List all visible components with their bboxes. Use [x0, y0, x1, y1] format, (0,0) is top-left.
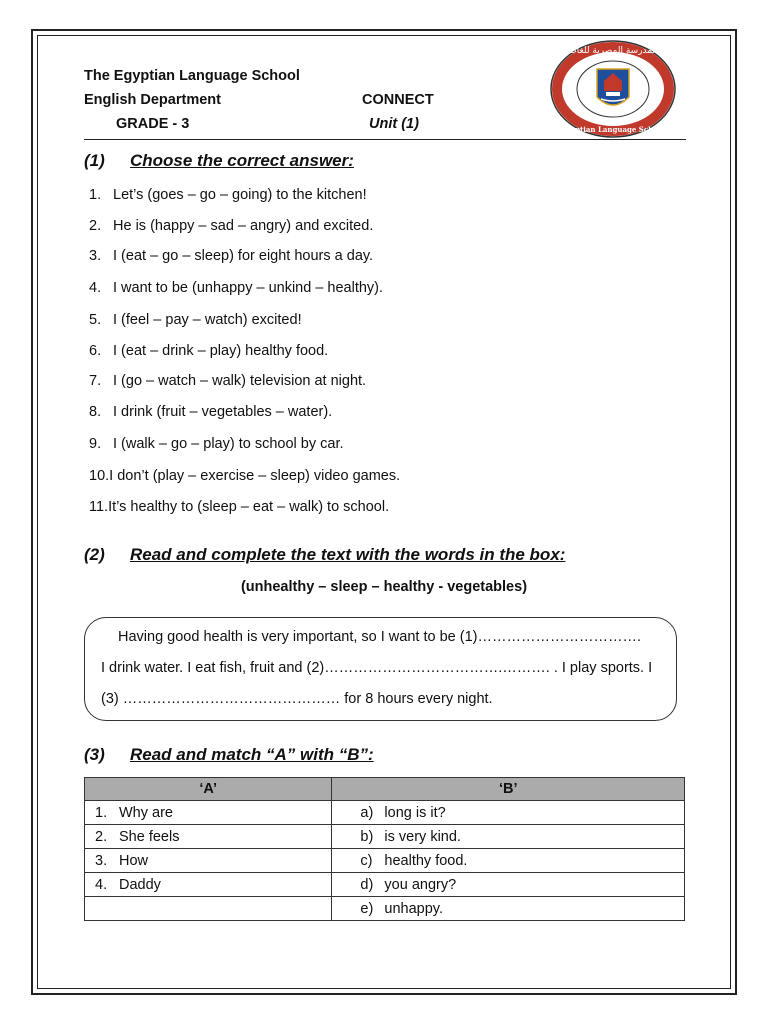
question-text: I drink (fruit – vegetables – water).: [113, 404, 333, 420]
table-row: [85, 849, 685, 873]
completion-line-3: (3) ……………………………………… for 8 hours every night.: [101, 691, 493, 707]
question-text: Let’s (goes – go – going) to the kitchen!: [113, 187, 367, 203]
question-number: 7.: [89, 373, 102, 389]
question-2: [89, 218, 373, 234]
logo-english-text: Egyptian Language School: [560, 125, 666, 134]
item-letter: d): [360, 876, 374, 893]
logo-arabic-text: المدرسة المصرية للغات: [568, 46, 658, 56]
section-2-heading: [84, 545, 565, 565]
column-b-cell: [332, 849, 685, 873]
question-9: [89, 436, 344, 452]
question-number: 1.: [89, 187, 102, 203]
item-number: 1.: [95, 804, 108, 821]
question-number: 2.: [89, 218, 102, 234]
item-text: unhappy.: [384, 900, 443, 917]
item-text: healthy food.: [384, 852, 468, 869]
question-number: 9.: [89, 436, 102, 452]
column-b-cell: [332, 897, 685, 921]
question-number: 11.: [89, 499, 109, 515]
column-b-cell: [332, 801, 685, 825]
question-number: 8.: [89, 404, 102, 420]
question-number: 3.: [89, 248, 102, 264]
question-10: [89, 468, 400, 484]
item-text: She feels: [119, 828, 180, 845]
section-3-title: Read and match “A” with “B”:: [130, 745, 374, 764]
question-text: I (eat – go – sleep) for eight hours a day.: [113, 248, 374, 264]
item-number: 2.: [95, 828, 108, 845]
question-text: He is (happy – sad – angry) and excited.: [113, 218, 374, 234]
completion-line-1: Having good health is very important, so I want to be (1)…………………………….: [118, 629, 641, 645]
item-number: 4.: [95, 876, 108, 893]
unit-label: Unit (1): [369, 116, 419, 132]
column-a-cell: [85, 801, 332, 825]
column-a-cell: [85, 873, 332, 897]
table-row: [85, 825, 685, 849]
column-b-header: ‘B’: [332, 778, 685, 801]
item-text: How: [119, 852, 149, 869]
column-a-cell: [85, 849, 332, 873]
item-text: Why are: [119, 804, 173, 821]
column-b-cell: [332, 825, 685, 849]
question-1: [89, 187, 367, 203]
column-a-cell: [85, 897, 332, 921]
question-5: [89, 312, 302, 328]
section-1-number: (1): [84, 151, 105, 170]
item-letter: b): [360, 828, 374, 845]
column-a-cell: [85, 825, 332, 849]
question-number: 4.: [89, 280, 102, 296]
question-number: 5.: [89, 312, 102, 328]
column-a-header: ‘A’: [85, 778, 332, 801]
question-text: It’s healthy to (sleep – eat – walk) to school.: [108, 499, 390, 515]
question-text: I don’t (play – exercise – sleep) video games.: [109, 468, 401, 484]
question-7: [89, 373, 366, 389]
question-8: [89, 404, 332, 420]
item-letter: a): [360, 804, 374, 821]
item-text: Daddy: [119, 876, 161, 893]
question-3: [89, 248, 373, 264]
item-text: you angry?: [384, 876, 457, 893]
question-11: [89, 499, 389, 515]
section-3-number: (3): [84, 745, 105, 764]
header-divider: [84, 139, 686, 140]
question-4: [89, 280, 383, 296]
grade-label: GRADE - 3: [116, 116, 190, 132]
item-letter: c): [360, 852, 373, 869]
table-row: [85, 897, 685, 921]
school-name: The Egyptian Language School: [84, 68, 300, 84]
item-text: is very kind.: [384, 828, 461, 845]
question-number: 10.: [89, 468, 110, 484]
completion-line-2: I drink water. I eat fish, fruit and (2)……………………………….………. . I play sports. I: [101, 660, 653, 676]
item-letter: e): [360, 900, 374, 917]
question-6: [89, 343, 328, 359]
table-row: [85, 873, 685, 897]
question-number: 6.: [89, 343, 102, 359]
question-text: I (go – watch – walk) television at night.: [113, 373, 367, 389]
match-table: [84, 777, 685, 921]
match-table-header: [85, 778, 685, 801]
section-3-heading: [84, 745, 374, 765]
school-logo: [549, 39, 677, 139]
section-1-title: Choose the correct answer:: [130, 151, 354, 170]
completion-text-box: [84, 617, 677, 721]
column-b-cell: [332, 873, 685, 897]
item-text: long is it?: [384, 804, 446, 821]
word-box: (unhealthy – sleep – healthy - vegetables): [240, 579, 528, 595]
book-title: CONNECT: [362, 92, 434, 108]
section-2-title: Read and complete the text with the words in the box:: [130, 545, 566, 564]
question-text: I (eat – drink – play) healthy food.: [113, 343, 329, 359]
question-text: I (feel – pay – watch) excited!: [113, 312, 302, 328]
section-2-number: (2): [84, 545, 105, 564]
item-number: 3.: [95, 852, 108, 869]
department-name: English Department: [84, 92, 221, 108]
question-text: I (walk – go – play) to school by car.: [113, 436, 344, 452]
table-row: [85, 801, 685, 825]
section-1-heading: [84, 151, 354, 171]
question-text: I want to be (unhappy – unkind – healthy).: [113, 280, 384, 296]
